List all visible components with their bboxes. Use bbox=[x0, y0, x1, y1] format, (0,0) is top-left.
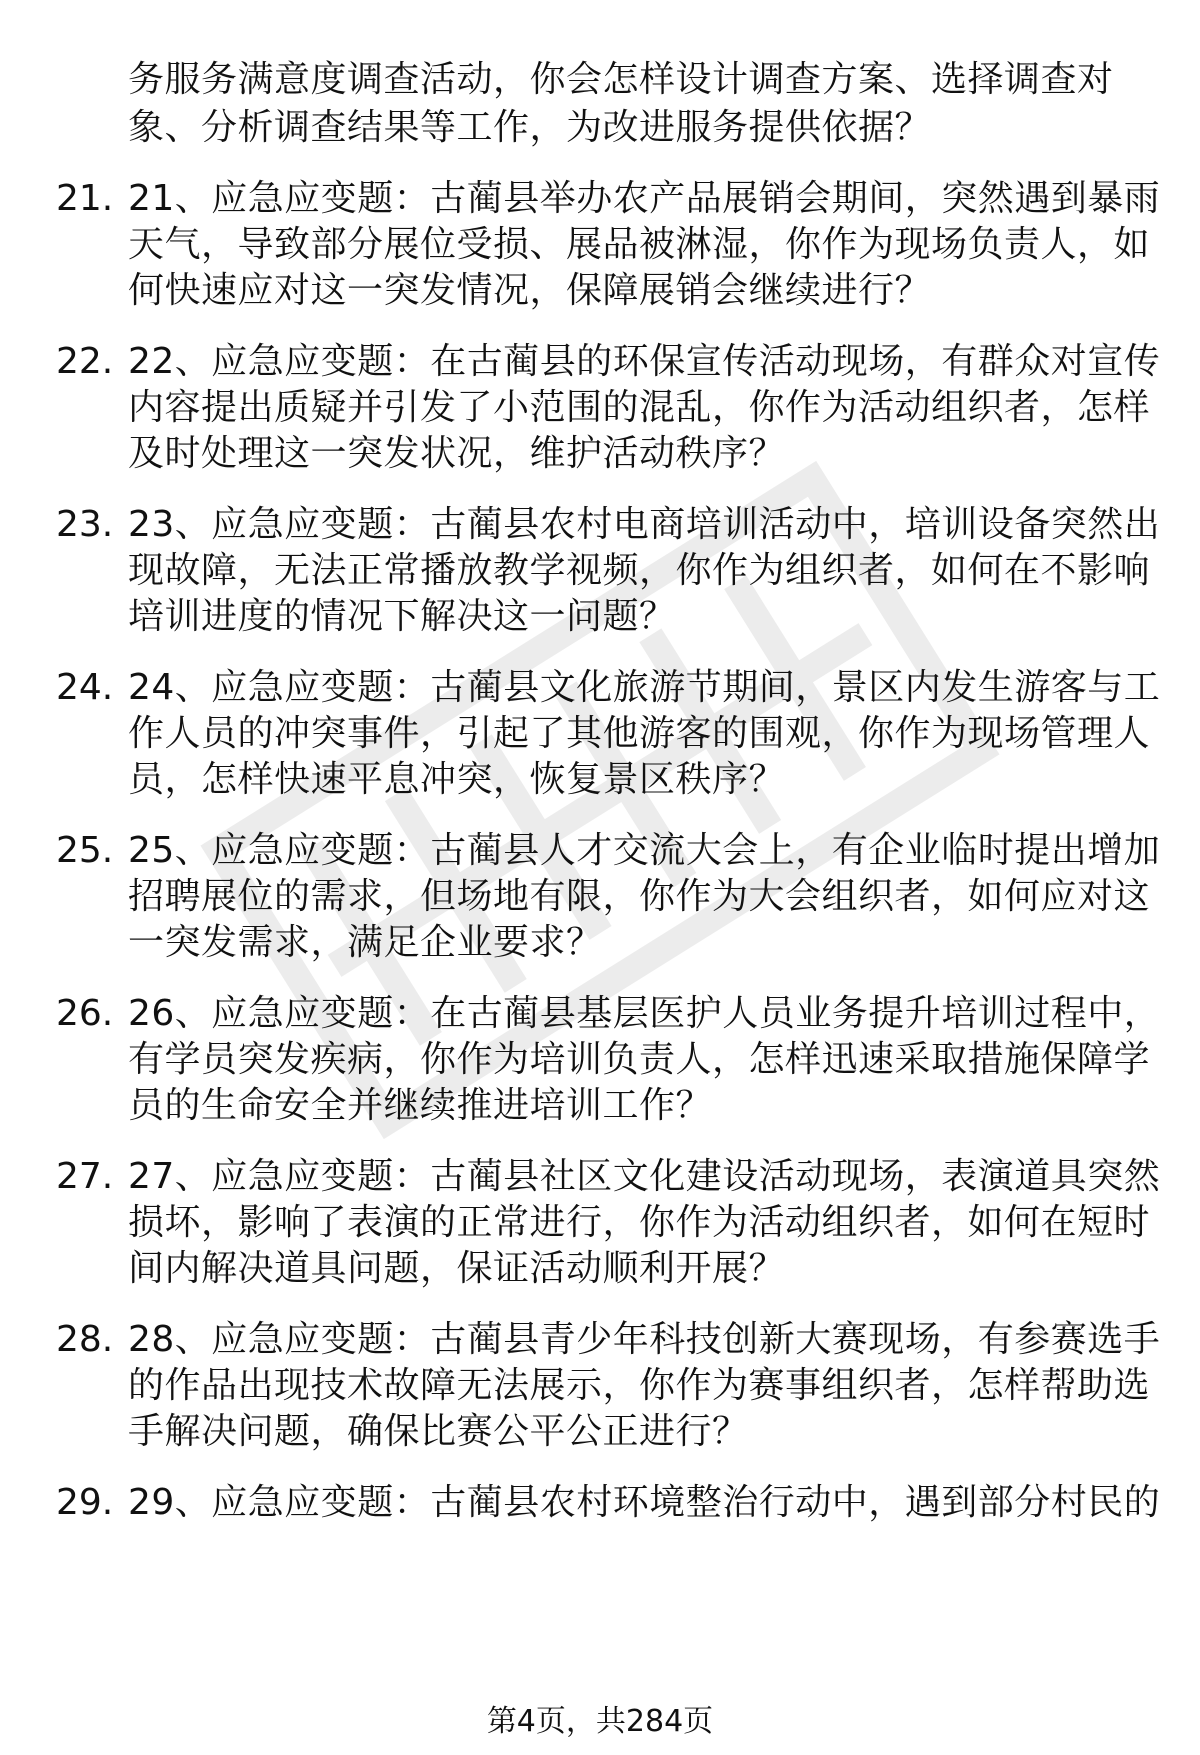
question-number: 25. bbox=[56, 830, 114, 871]
question-line: 有学员突发疾病，你作为培训负责人，怎样迅速采取措施保障学 bbox=[128, 1039, 1151, 1080]
page-footer: 第4页，共284页 bbox=[486, 1704, 714, 1739]
question-number: 28. bbox=[56, 1319, 114, 1360]
question-number: 23. bbox=[56, 504, 114, 545]
question-line: 员的生命安全并继续推进培训工作？ bbox=[128, 1085, 713, 1126]
question-line: 内容提出质疑并引发了小范围的混乱，你作为活动组织者，怎样 bbox=[128, 387, 1151, 428]
question-number: 22. bbox=[56, 341, 114, 382]
question-line: 损坏，影响了表演的正常进行，你作为活动组织者，如何在短时 bbox=[128, 1202, 1151, 1243]
question-line: 28、应急应变题：古蔺县青少年科技创新大赛现场，有参赛选手 bbox=[128, 1319, 1161, 1360]
question-number: 21. bbox=[56, 178, 114, 219]
question-line: 24、应急应变题：古蔺县文化旅游节期间，景区内发生游客与工 bbox=[128, 667, 1161, 708]
question-line: 27、应急应变题：古蔺县社区文化建设活动现场，表演道具突然 bbox=[128, 1156, 1161, 1197]
question-line: 23、应急应变题：古蔺县农村电商培训活动中，培训设备突然出 bbox=[128, 504, 1161, 545]
question-line: 21、应急应变题：古蔺县举办农产品展销会期间，突然遇到暴雨 bbox=[128, 178, 1161, 219]
question-line: 作人员的冲突事件，引起了其他游客的围观，你作为现场管理人 bbox=[128, 713, 1151, 754]
question-number: 24. bbox=[56, 667, 114, 708]
question-line: 员，怎样快速平息冲突，恢复景区秩序？ bbox=[128, 759, 786, 800]
question-line: 天气，导致部分展位受损、展品被淋湿，你作为现场负责人，如 bbox=[128, 224, 1151, 265]
question-number: 29. bbox=[56, 1482, 114, 1523]
question-line: 现故障，无法正常播放教学视频，你作为组织者，如何在不影响 bbox=[128, 550, 1151, 591]
question-line: 29、应急应变题：古蔺县农村环境整治行动中，遇到部分村民的 bbox=[128, 1482, 1161, 1523]
question-line: 培训进度的情况下解决这一问题？ bbox=[128, 596, 676, 637]
question-line: 一突发需求，满足企业要求？ bbox=[128, 922, 603, 963]
question-line: 手解决问题，确保比赛公平公正进行？ bbox=[128, 1411, 749, 1452]
question-line: 22、应急应变题：在古蔺县的环保宣传活动现场，有群众对宣传 bbox=[128, 341, 1161, 382]
question-number: 27. bbox=[56, 1156, 114, 1197]
question-line: 及时处理这一突发状况，维护活动秩序？ bbox=[128, 433, 786, 474]
question-line: 何快速应对这一突发情况，保障展销会继续进行？ bbox=[128, 270, 932, 311]
question-line: 26、应急应变题：在古蔺县基层医护人员业务提升培训过程中， bbox=[128, 993, 1161, 1034]
continuation-line: 务服务满意度调查活动，你会怎样设计调查方案、选择调查对 bbox=[128, 59, 1114, 100]
continuation-line: 象、分析调查结果等工作，为改进服务提供依据？ bbox=[128, 107, 932, 148]
question-number: 26. bbox=[56, 993, 114, 1034]
question-line: 间内解决道具问题，保证活动顺利开展？ bbox=[128, 1248, 786, 1289]
question-line: 的作品出现技术故障无法展示，你作为赛事组织者，怎样帮助选 bbox=[128, 1365, 1151, 1406]
question-line: 25、应急应变题：古蔺县人才交流大会上，有企业临时提出增加 bbox=[128, 830, 1161, 871]
question-line: 招聘展位的需求，但场地有限，你作为大会组织者，如何应对这 bbox=[128, 876, 1151, 917]
